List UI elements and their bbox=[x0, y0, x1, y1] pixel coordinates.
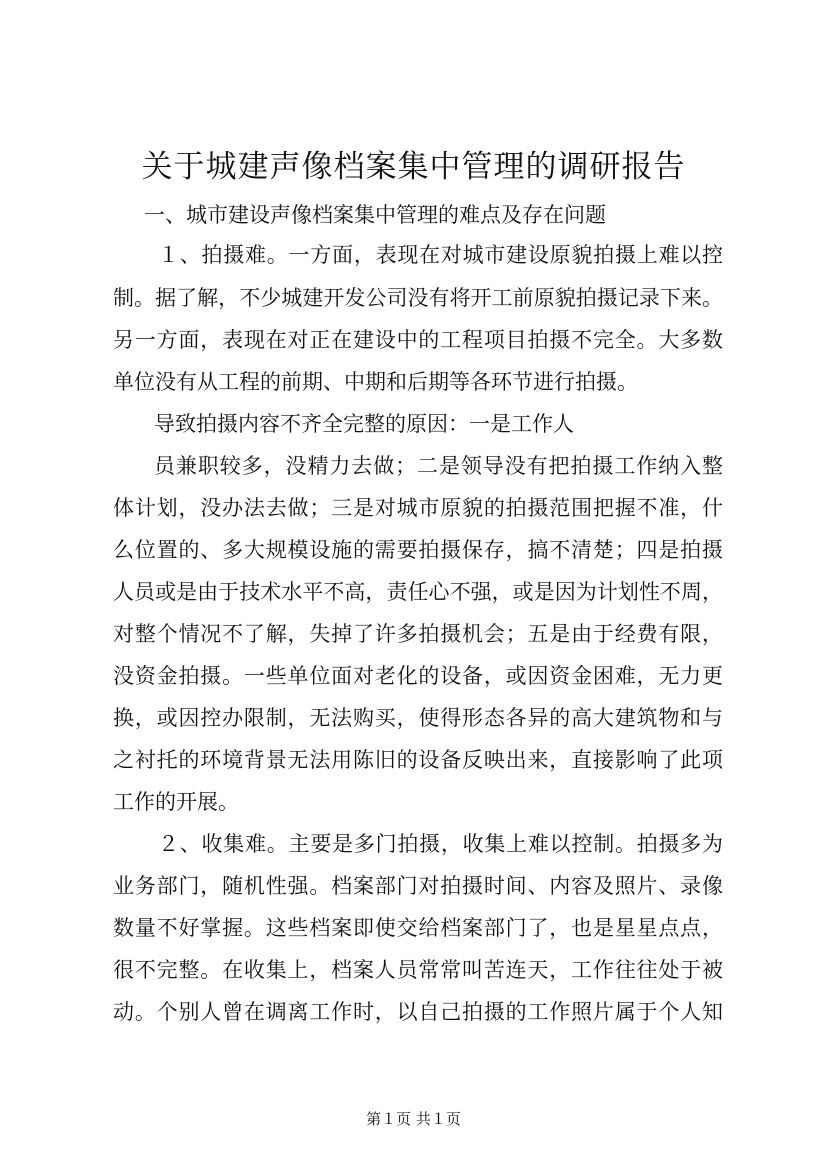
paragraph-line: 数量不好掌握。这些档案即使交给档案部门了，也是星星点点， bbox=[113, 916, 723, 940]
paragraph-line: 很不完整。在收集上，档案人员常常叫苦连天，工作往往处于被 bbox=[113, 958, 723, 982]
paragraph-line: 另一方面，表现在对正在建设中的工程项目拍摄不完全。大多数 bbox=[113, 328, 723, 352]
paragraph-line: 工作的开展。 bbox=[113, 790, 239, 814]
paragraph-line: 动。个别人曾在调离工作时，以自己拍摄的工作照片属于个人知 bbox=[113, 1000, 723, 1024]
paragraph-line: 之衬托的环境背景无法用陈旧的设备反映出来，直接影响了此项 bbox=[113, 748, 723, 772]
paragraph-line: 没资金拍摄。一些单位面对老化的设备，或因资金困难，无力更 bbox=[113, 664, 723, 688]
paragraph-line: 换，或因控办限制，无法购买，使得形态各异的高大建筑物和与 bbox=[113, 706, 723, 730]
page-number-footer: 第１页 共１页 bbox=[366, 1110, 461, 1128]
paragraph-line: 业务部门，随机性强。档案部门对拍摄时间、内容及照片、录像 bbox=[113, 874, 723, 898]
paragraph-line: 员兼职较多，没精力去做；二是领导没有把拍摄工作纳入整 bbox=[154, 454, 723, 478]
document-title: 关于城建声像档案集中管理的调研报告 bbox=[141, 149, 686, 185]
paragraph-line: 体计划，没办法去做；三是对城市原貌的拍摄范围把握不准，什 bbox=[113, 496, 723, 520]
section-heading: 一、城市建设声像档案集中管理的难点及存在问题 bbox=[144, 203, 606, 227]
paragraph-line: ２、收集难。主要是多门拍摄，收集上难以控制。拍摄多为 bbox=[158, 832, 723, 856]
paragraph-line: 么位置的、多大规模设施的需要拍摄保存，搞不清楚；四是拍摄 bbox=[113, 538, 723, 562]
paragraph-line: 导致拍摄内容不齐全完整的原因：一是工作人 bbox=[154, 412, 574, 436]
paragraph-line: １、拍摄难。一方面，表现在对城市建设原貌拍摄上难以控 bbox=[158, 243, 723, 267]
paragraph-line: 人员或是由于技术水平不高，责任心不强，或是因为计划性不周， bbox=[113, 580, 723, 604]
paragraph-line: 单位没有从工程的前期、中期和后期等各环节进行拍摄。 bbox=[113, 370, 638, 394]
paragraph-line: 对整个情况不了解，失掉了许多拍摄机会；五是由于经费有限， bbox=[113, 622, 723, 646]
paragraph-line: 制。据了解，不少城建开发公司没有将开工前原貌拍摄记录下来。 bbox=[113, 286, 723, 310]
